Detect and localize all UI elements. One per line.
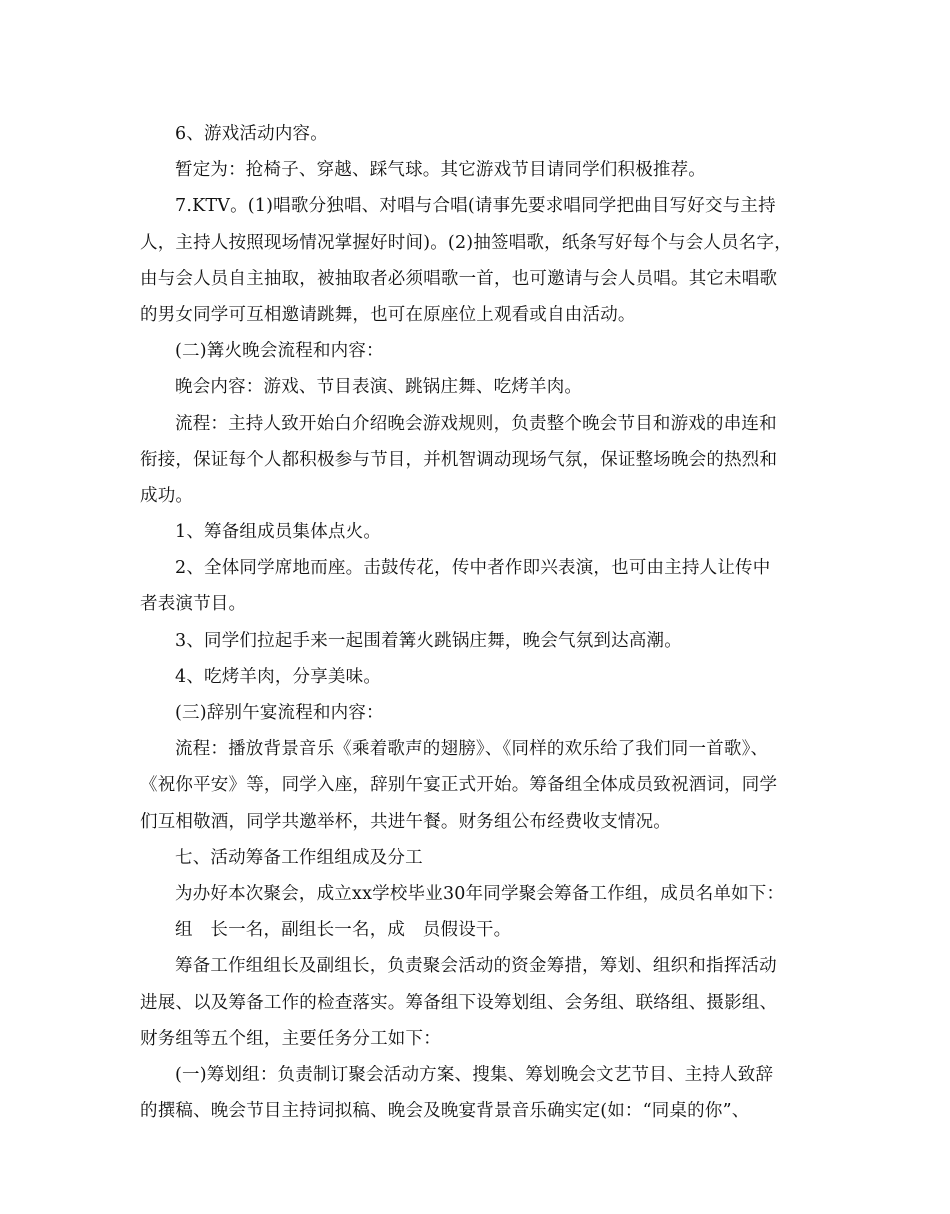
text-line: 1、筹备组成员集体点火。: [175, 522, 382, 543]
text-line: 财务组等五个组，主要任务分工如下：: [140, 1028, 441, 1049]
text-line: (一)筹划组：负责制订聚会活动方案、搜集、筹划晚会文艺节目、主持人致辞: [175, 1064, 774, 1085]
section-heading: 七、活动筹备工作组组成及分工: [175, 847, 423, 868]
text-line: 的撰稿、晚会节目主持词拟稿、晚会及晚宴背景音乐确实定(如：“同桌的你”、: [140, 1101, 750, 1122]
text-line: 成功。: [140, 485, 194, 506]
text-line: 3、同学们拉起手来一起围着篝火跳锅庄舞，晚会气氛到达高潮。: [175, 630, 682, 651]
text-line: 者表演节目。: [140, 594, 247, 615]
text-line: 流程：主持人致开始白介绍晚会游戏规则，负责整个晚会节目和游戏的串连和: [175, 413, 777, 434]
text-line: 7.KTV。(1)唱歌分独唱、对唱与合唱(请事先要求唱同学把曲目写好交与主持: [175, 196, 776, 217]
text-line: 的男女同学可互相邀请跳舞，也可在原座位上观看或自由活动。: [140, 304, 636, 325]
text-line: 由与会人员自主抽取，被抽取者必须唱歌一首，也可邀请与会人员唱。其它未唱歌: [140, 268, 778, 289]
text-line: 组 长一名，副组长一名，成 员假设干。: [175, 920, 512, 941]
text-line: 晚会内容：游戏、节目表演、跳锅庄舞、吃烤羊肉。: [175, 377, 583, 398]
text-line: 筹备工作组组长及副组长，负责聚会活动的资金筹措，筹划、组织和指挥活动: [175, 956, 777, 977]
document-body: [140, 116, 816, 1129]
text-line: 人，主持人按照现场情况掌握好时间)。(2)抽签唱歌，纸条写好每个与会人员名字，: [140, 232, 792, 253]
text-line: 流程：播放背景音乐《乘着歌声的翅膀》、《同样的欢乐给了我们同一首歌》、: [175, 739, 769, 760]
text-line: 6、游戏活动内容。: [175, 124, 328, 144]
section-heading: (二)篝火晚会流程和内容：: [175, 341, 384, 362]
text-line: 《祝你平安》等，同学入座，辞别午宴正式开始。筹备组全体成员致祝酒词，同学: [140, 775, 778, 796]
text-line: 进展、以及筹备工作的检查落实。筹备组下设筹划组、会务组、联络组、摄影组、: [140, 992, 778, 1013]
text-line: 衔接，保证每个人都积极参与节目，并机智调动现场气氛，保证整场晚会的热烈和: [140, 449, 778, 470]
text-line: 暂定为：抢椅子、穿越、踩气球。其它游戏节目请同学们积极推荐。: [175, 160, 706, 181]
text-line: 2、全体同学席地而座。击鼓传花，传中者作即兴表演，也可由主持人让传中: [175, 558, 771, 579]
text-line: 4、吃烤羊肉，分享美味。: [175, 666, 382, 687]
text-line: 为办好本次聚会，成立xx学校毕业30年同学聚会筹备工作组，成员名单如下：: [175, 883, 785, 904]
section-heading: (三)辞别午宴流程和内容：: [175, 703, 384, 723]
text-line: 们互相敬酒，同学共邀举杯，共进午餐。财务组公布经费收支情况。: [140, 811, 671, 832]
